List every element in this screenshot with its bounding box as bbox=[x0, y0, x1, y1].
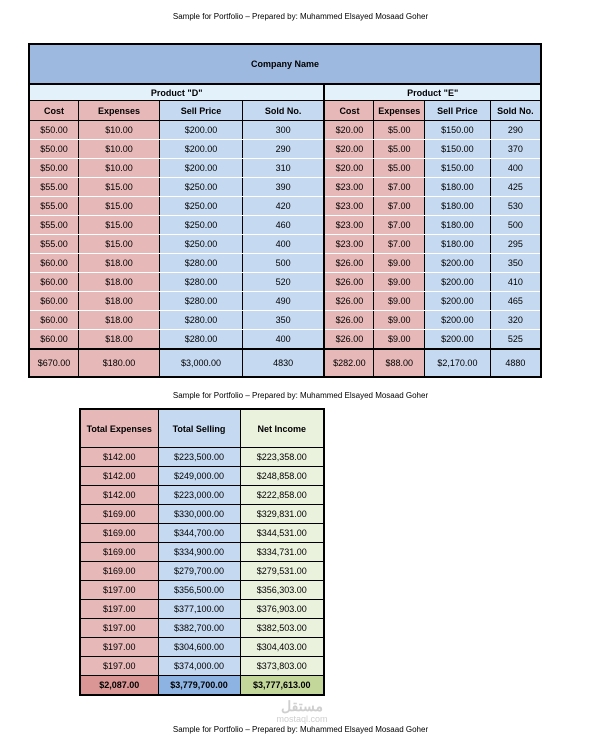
mostaql-watermark-logo bbox=[262, 700, 342, 726]
table-row bbox=[29, 311, 541, 330]
sold-no-d-cell: 500 bbox=[242, 254, 324, 273]
net-income-cell: $329,831.00 bbox=[240, 505, 324, 524]
table-row bbox=[29, 273, 541, 292]
sell-price-d-cell: $250.00 bbox=[160, 197, 243, 216]
expenses-e-cell: $9.00 bbox=[374, 292, 425, 311]
cost-d-cell: $50.00 bbox=[29, 121, 79, 140]
sell-price-e-cell: $180.00 bbox=[425, 235, 491, 254]
sold-no-e-cell: 350 bbox=[490, 254, 541, 273]
summary-row bbox=[80, 638, 324, 657]
cost-e-cell: $26.00 bbox=[324, 273, 374, 292]
expenses-e-cell: $7.00 bbox=[374, 197, 425, 216]
total-expenses-cell: $197.00 bbox=[80, 600, 158, 619]
total-selling-cell: $330,000.00 bbox=[158, 505, 240, 524]
cost-e-total: $282.00 bbox=[324, 349, 374, 377]
sold-no-d-cell: 400 bbox=[242, 330, 324, 350]
column-header-row bbox=[29, 101, 541, 121]
watermark-text: مستقل bbox=[281, 698, 323, 714]
total-expenses-cell: $197.00 bbox=[80, 619, 158, 638]
sell-price-e-cell: $200.00 bbox=[425, 330, 491, 350]
summary-row bbox=[80, 543, 324, 562]
expenses-d-cell: $15.00 bbox=[79, 178, 160, 197]
sell-price-d-cell: $280.00 bbox=[160, 330, 243, 350]
expenses-e-total: $88.00 bbox=[374, 349, 425, 377]
table-row bbox=[29, 292, 541, 311]
cost-d-cell: $50.00 bbox=[29, 140, 79, 159]
expenses-d-header: Expenses bbox=[79, 101, 160, 121]
expenses-e-cell: $7.00 bbox=[374, 235, 425, 254]
cost-d-cell: $50.00 bbox=[29, 159, 79, 178]
sold-no-d-cell: 520 bbox=[242, 273, 324, 292]
summary-row bbox=[80, 562, 324, 581]
total-expenses-cell: $197.00 bbox=[80, 638, 158, 657]
net-income-cell: $382,503.00 bbox=[240, 619, 324, 638]
table-row bbox=[29, 216, 541, 235]
total-selling-cell: $249,000.00 bbox=[158, 467, 240, 486]
sold-no-d-cell: 460 bbox=[242, 216, 324, 235]
cost-e-cell: $23.00 bbox=[324, 235, 374, 254]
sold-no-e-cell: 500 bbox=[490, 216, 541, 235]
summary-header-row bbox=[80, 409, 324, 448]
expenses-e-cell: $7.00 bbox=[374, 216, 425, 235]
cost-e-cell: $26.00 bbox=[324, 330, 374, 350]
sell-price-d-cell: $250.00 bbox=[160, 216, 243, 235]
total-selling-header: Total Selling bbox=[158, 409, 240, 448]
table-row bbox=[29, 159, 541, 178]
expenses-e-cell: $5.00 bbox=[374, 121, 425, 140]
cost-e-cell: $26.00 bbox=[324, 292, 374, 311]
net-income-cell: $344,531.00 bbox=[240, 524, 324, 543]
expenses-e-cell: $9.00 bbox=[374, 330, 425, 350]
sold-no-d-cell: 300 bbox=[242, 121, 324, 140]
sold-no-e-cell: 530 bbox=[490, 197, 541, 216]
expenses-e-cell: $9.00 bbox=[374, 311, 425, 330]
sold-no-e-cell: 410 bbox=[490, 273, 541, 292]
sell-price-e-cell: $180.00 bbox=[425, 197, 491, 216]
sold-no-d-header: Sold No. bbox=[242, 101, 324, 121]
total-expenses-total: $2,087.00 bbox=[80, 676, 158, 696]
sell-price-d-cell: $200.00 bbox=[160, 140, 243, 159]
total-selling-cell: $377,100.00 bbox=[158, 600, 240, 619]
cost-e-cell: $20.00 bbox=[324, 140, 374, 159]
net-income-cell: $334,731.00 bbox=[240, 543, 324, 562]
sold-no-d-cell: 390 bbox=[242, 178, 324, 197]
summary-row bbox=[80, 524, 324, 543]
sold-no-e-cell: 370 bbox=[490, 140, 541, 159]
expenses-d-cell: $18.00 bbox=[79, 254, 160, 273]
net-income-cell: $373,803.00 bbox=[240, 657, 324, 676]
sell-price-e-total: $2,170.00 bbox=[425, 349, 491, 377]
expenses-e-header: Expenses bbox=[374, 101, 425, 121]
summary-row bbox=[80, 581, 324, 600]
sell-price-e-cell: $180.00 bbox=[425, 178, 491, 197]
sold-no-e-cell: 320 bbox=[490, 311, 541, 330]
total-expenses-cell: $197.00 bbox=[80, 657, 158, 676]
product-e-header: Product "E" bbox=[324, 84, 541, 101]
cost-d-cell: $60.00 bbox=[29, 254, 79, 273]
sell-price-d-cell: $280.00 bbox=[160, 254, 243, 273]
sell-price-d-total: $3,000.00 bbox=[160, 349, 243, 377]
expenses-e-cell: $5.00 bbox=[374, 140, 425, 159]
sold-no-e-total: 4880 bbox=[490, 349, 541, 377]
expenses-d-total: $180.00 bbox=[79, 349, 160, 377]
sell-price-d-header: Sell Price bbox=[160, 101, 243, 121]
table-row bbox=[29, 330, 541, 350]
sold-no-e-cell: 465 bbox=[490, 292, 541, 311]
total-selling-cell: $356,500.00 bbox=[158, 581, 240, 600]
sell-price-d-cell: $280.00 bbox=[160, 311, 243, 330]
sell-price-e-cell: $150.00 bbox=[425, 121, 491, 140]
sell-price-e-cell: $200.00 bbox=[425, 273, 491, 292]
expenses-d-cell: $10.00 bbox=[79, 159, 160, 178]
cost-d-cell: $55.00 bbox=[29, 216, 79, 235]
cost-d-cell: $55.00 bbox=[29, 197, 79, 216]
total-expenses-cell: $142.00 bbox=[80, 467, 158, 486]
totals-row bbox=[29, 349, 541, 377]
expenses-e-cell: $7.00 bbox=[374, 178, 425, 197]
cost-d-cell: $60.00 bbox=[29, 292, 79, 311]
sell-price-d-cell: $280.00 bbox=[160, 292, 243, 311]
sell-price-e-cell: $180.00 bbox=[425, 216, 491, 235]
sold-no-d-cell: 310 bbox=[242, 159, 324, 178]
cost-e-cell: $20.00 bbox=[324, 159, 374, 178]
cost-e-cell: $20.00 bbox=[324, 121, 374, 140]
cost-d-header: Cost bbox=[29, 101, 79, 121]
table-row bbox=[29, 140, 541, 159]
sold-no-d-cell: 400 bbox=[242, 235, 324, 254]
cost-e-header: Cost bbox=[324, 101, 374, 121]
sell-price-e-cell: $200.00 bbox=[425, 292, 491, 311]
total-expenses-header: Total Expenses bbox=[80, 409, 158, 448]
table-row bbox=[29, 121, 541, 140]
cost-e-cell: $26.00 bbox=[324, 254, 374, 273]
expenses-d-cell: $18.00 bbox=[79, 311, 160, 330]
total-selling-cell: $223,500.00 bbox=[158, 448, 240, 467]
net-income-header: Net Income bbox=[240, 409, 324, 448]
expenses-d-cell: $18.00 bbox=[79, 273, 160, 292]
sold-no-e-cell: 290 bbox=[490, 121, 541, 140]
cost-d-cell: $60.00 bbox=[29, 311, 79, 330]
cost-e-cell: $23.00 bbox=[324, 178, 374, 197]
summary-row bbox=[80, 600, 324, 619]
net-income-cell: $356,303.00 bbox=[240, 581, 324, 600]
net-income-cell: $223,358.00 bbox=[240, 448, 324, 467]
expenses-d-cell: $15.00 bbox=[79, 197, 160, 216]
company-product-table bbox=[28, 43, 542, 378]
net-income-cell: $222,858.00 bbox=[240, 486, 324, 505]
sold-no-e-cell: 525 bbox=[490, 330, 541, 350]
sell-price-d-cell: $200.00 bbox=[160, 159, 243, 178]
sold-no-e-cell: 400 bbox=[490, 159, 541, 178]
cost-d-total: $670.00 bbox=[29, 349, 79, 377]
net-income-total: $3,777,613.00 bbox=[240, 676, 324, 696]
expenses-e-cell: $5.00 bbox=[374, 159, 425, 178]
net-income-cell: $304,403.00 bbox=[240, 638, 324, 657]
net-income-cell: $248,858.00 bbox=[240, 467, 324, 486]
sell-price-e-cell: $150.00 bbox=[425, 159, 491, 178]
sold-no-e-header: Sold No. bbox=[490, 101, 541, 121]
total-selling-total: $3,779,700.00 bbox=[158, 676, 240, 696]
total-selling-cell: $382,700.00 bbox=[158, 619, 240, 638]
summary-row bbox=[80, 619, 324, 638]
cost-d-cell: $60.00 bbox=[29, 330, 79, 350]
total-expenses-cell: $197.00 bbox=[80, 581, 158, 600]
company-name: Company Name bbox=[29, 44, 541, 84]
sell-price-d-cell: $200.00 bbox=[160, 121, 243, 140]
expenses-d-cell: $10.00 bbox=[79, 140, 160, 159]
sold-no-e-cell: 425 bbox=[490, 178, 541, 197]
summary-row bbox=[80, 657, 324, 676]
total-expenses-cell: $169.00 bbox=[80, 524, 158, 543]
summary-row bbox=[80, 448, 324, 467]
table-row bbox=[29, 235, 541, 254]
summary-row bbox=[80, 486, 324, 505]
table-row bbox=[29, 197, 541, 216]
expenses-d-cell: $15.00 bbox=[79, 216, 160, 235]
total-expenses-cell: $169.00 bbox=[80, 505, 158, 524]
net-income-cell: $279,531.00 bbox=[240, 562, 324, 581]
expenses-d-cell: $15.00 bbox=[79, 235, 160, 254]
sell-price-e-cell: $150.00 bbox=[425, 140, 491, 159]
cost-d-cell: $60.00 bbox=[29, 273, 79, 292]
expenses-e-cell: $9.00 bbox=[374, 273, 425, 292]
cost-e-cell: $23.00 bbox=[324, 197, 374, 216]
cost-d-cell: $55.00 bbox=[29, 235, 79, 254]
watermark-sub: mostaql.com bbox=[276, 714, 328, 724]
sold-no-e-cell: 295 bbox=[490, 235, 541, 254]
top-caption: Sample for Portfolio – Prepared by: Muhammed Elsayed Mosaad Goher bbox=[172, 12, 429, 21]
expenses-d-cell: $18.00 bbox=[79, 292, 160, 311]
cost-d-cell: $55.00 bbox=[29, 178, 79, 197]
sell-price-d-cell: $250.00 bbox=[160, 178, 243, 197]
table-row bbox=[29, 254, 541, 273]
total-expenses-cell: $142.00 bbox=[80, 448, 158, 467]
total-expenses-cell: $169.00 bbox=[80, 543, 158, 562]
main-table-body bbox=[29, 101, 541, 378]
total-expenses-cell: $142.00 bbox=[80, 486, 158, 505]
sold-no-d-cell: 290 bbox=[242, 140, 324, 159]
total-expenses-cell: $169.00 bbox=[80, 562, 158, 581]
summary-row bbox=[80, 467, 324, 486]
sell-price-e-cell: $200.00 bbox=[425, 254, 491, 273]
sell-price-d-cell: $250.00 bbox=[160, 235, 243, 254]
sold-no-d-cell: 490 bbox=[242, 292, 324, 311]
bottom-caption: Sample for Portfolio – Prepared by: Muhammed Elsayed Mosaad Goher bbox=[172, 725, 429, 734]
expenses-e-cell: $9.00 bbox=[374, 254, 425, 273]
sold-no-d-cell: 420 bbox=[242, 197, 324, 216]
total-selling-cell: $223,000.00 bbox=[158, 486, 240, 505]
summary-table-body bbox=[80, 409, 324, 695]
product-d-header: Product "D" bbox=[29, 84, 324, 101]
total-selling-cell: $344,700.00 bbox=[158, 524, 240, 543]
total-selling-cell: $334,900.00 bbox=[158, 543, 240, 562]
expenses-d-cell: $18.00 bbox=[79, 330, 160, 350]
income-summary-table bbox=[79, 408, 325, 696]
total-selling-cell: $374,000.00 bbox=[158, 657, 240, 676]
summary-totals-row bbox=[80, 676, 324, 696]
expenses-d-cell: $10.00 bbox=[79, 121, 160, 140]
net-income-cell: $376,903.00 bbox=[240, 600, 324, 619]
total-selling-cell: $304,600.00 bbox=[158, 638, 240, 657]
table-row bbox=[29, 178, 541, 197]
sell-price-e-header: Sell Price bbox=[425, 101, 491, 121]
total-selling-cell: $279,700.00 bbox=[158, 562, 240, 581]
cost-e-cell: $26.00 bbox=[324, 311, 374, 330]
middle-caption: Sample for Portfolio – Prepared by: Muhammed Elsayed Mosaad Goher bbox=[172, 391, 429, 400]
sell-price-e-cell: $200.00 bbox=[425, 311, 491, 330]
sell-price-d-cell: $280.00 bbox=[160, 273, 243, 292]
summary-row bbox=[80, 505, 324, 524]
sold-no-d-total: 4830 bbox=[242, 349, 324, 377]
sold-no-d-cell: 350 bbox=[242, 311, 324, 330]
cost-e-cell: $23.00 bbox=[324, 216, 374, 235]
